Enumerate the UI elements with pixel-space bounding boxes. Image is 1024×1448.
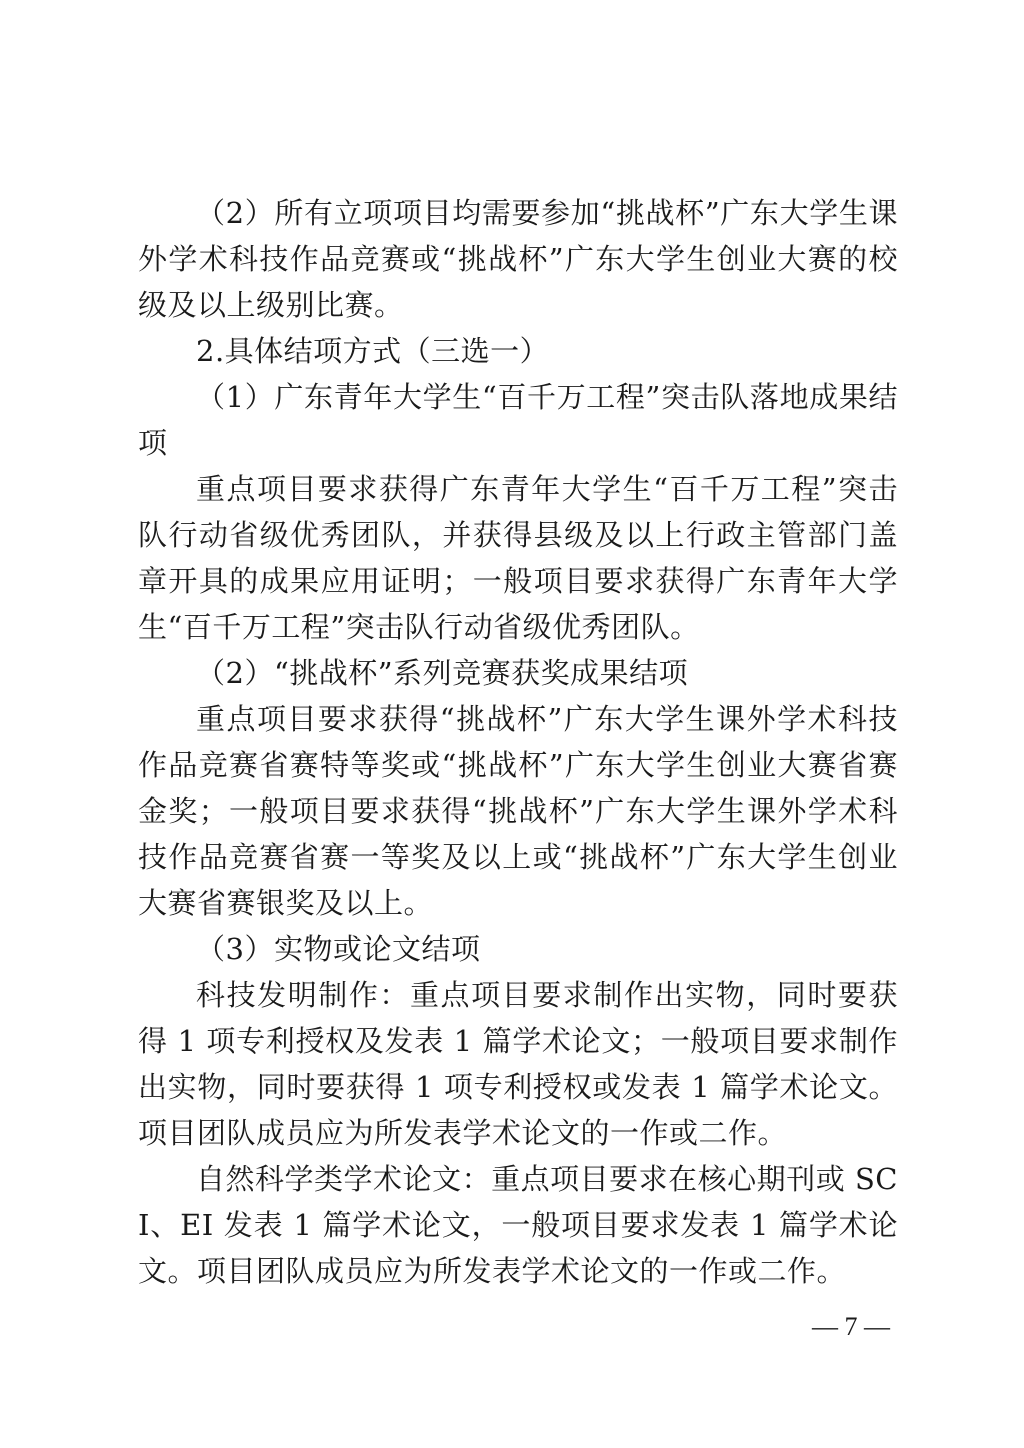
paragraph-tech-invention: 科技发明制作：重点项目要求制作出实物，同时要获得 1 项专利授权及发表 1 篇学术论文；一般项目要求制作出实物，同时要获得 1 项专利授权或发表 1 篇学术论文。项目团队成员应为所发表学术论文的一作或二作。 [138, 978, 898, 1150]
section-heading-completion-methods: 2.具体结项方式（三选一） [196, 334, 550, 368]
paragraph-all-projects-competition: （2）所有立项项目均需要参加“挑战杯”广东大学生课外学术科技作品竞赛或“挑战杯”广东大学生创业大赛的校级及以上级别比赛。 [138, 196, 898, 322]
page-number: — 7 — [812, 1312, 890, 1341]
subheading-baiqianwan-team: （1）广东青年大学生“百千万工程”突击队落地成果结项 [138, 380, 898, 460]
subheading-physical-or-paper: （3）实物或论文结项 [196, 932, 481, 966]
paragraph-natural-science-paper: 自然科学类学术论文：重点项目要求在核心期刊或 SCI、EI 发表 1 篇学术论文，一般项目要求发表 1 篇学术论文。项目团队成员应为所发表学术论文的一作或二作。 [138, 1162, 898, 1288]
paragraph-baiqianwan-requirements: 重点项目要求获得广东青年大学生“百千万工程”突击队行动省级优秀团队，并获得县级及以上行政主管部门盖章开具的成果应用证明；一般项目要求获得广东青年大学生“百千万工程”突击队行动省级优秀团队。 [138, 472, 898, 644]
document-body [138, 190, 898, 1294]
paragraph-challenge-cup-requirements: 重点项目要求获得“挑战杯”广东大学生课外学术科技作品竞赛省赛特等奖或“挑战杯”广东大学生创业大赛省赛金奖；一般项目要求获得“挑战杯”广东大学生课外学术科技作品竞赛省赛一等奖及以上或“挑战杯”广东大学生创业大赛省赛银奖及以上。 [138, 702, 898, 920]
subheading-challenge-cup-awards: （2）“挑战杯”系列竞赛获奖成果结项 [196, 656, 689, 690]
